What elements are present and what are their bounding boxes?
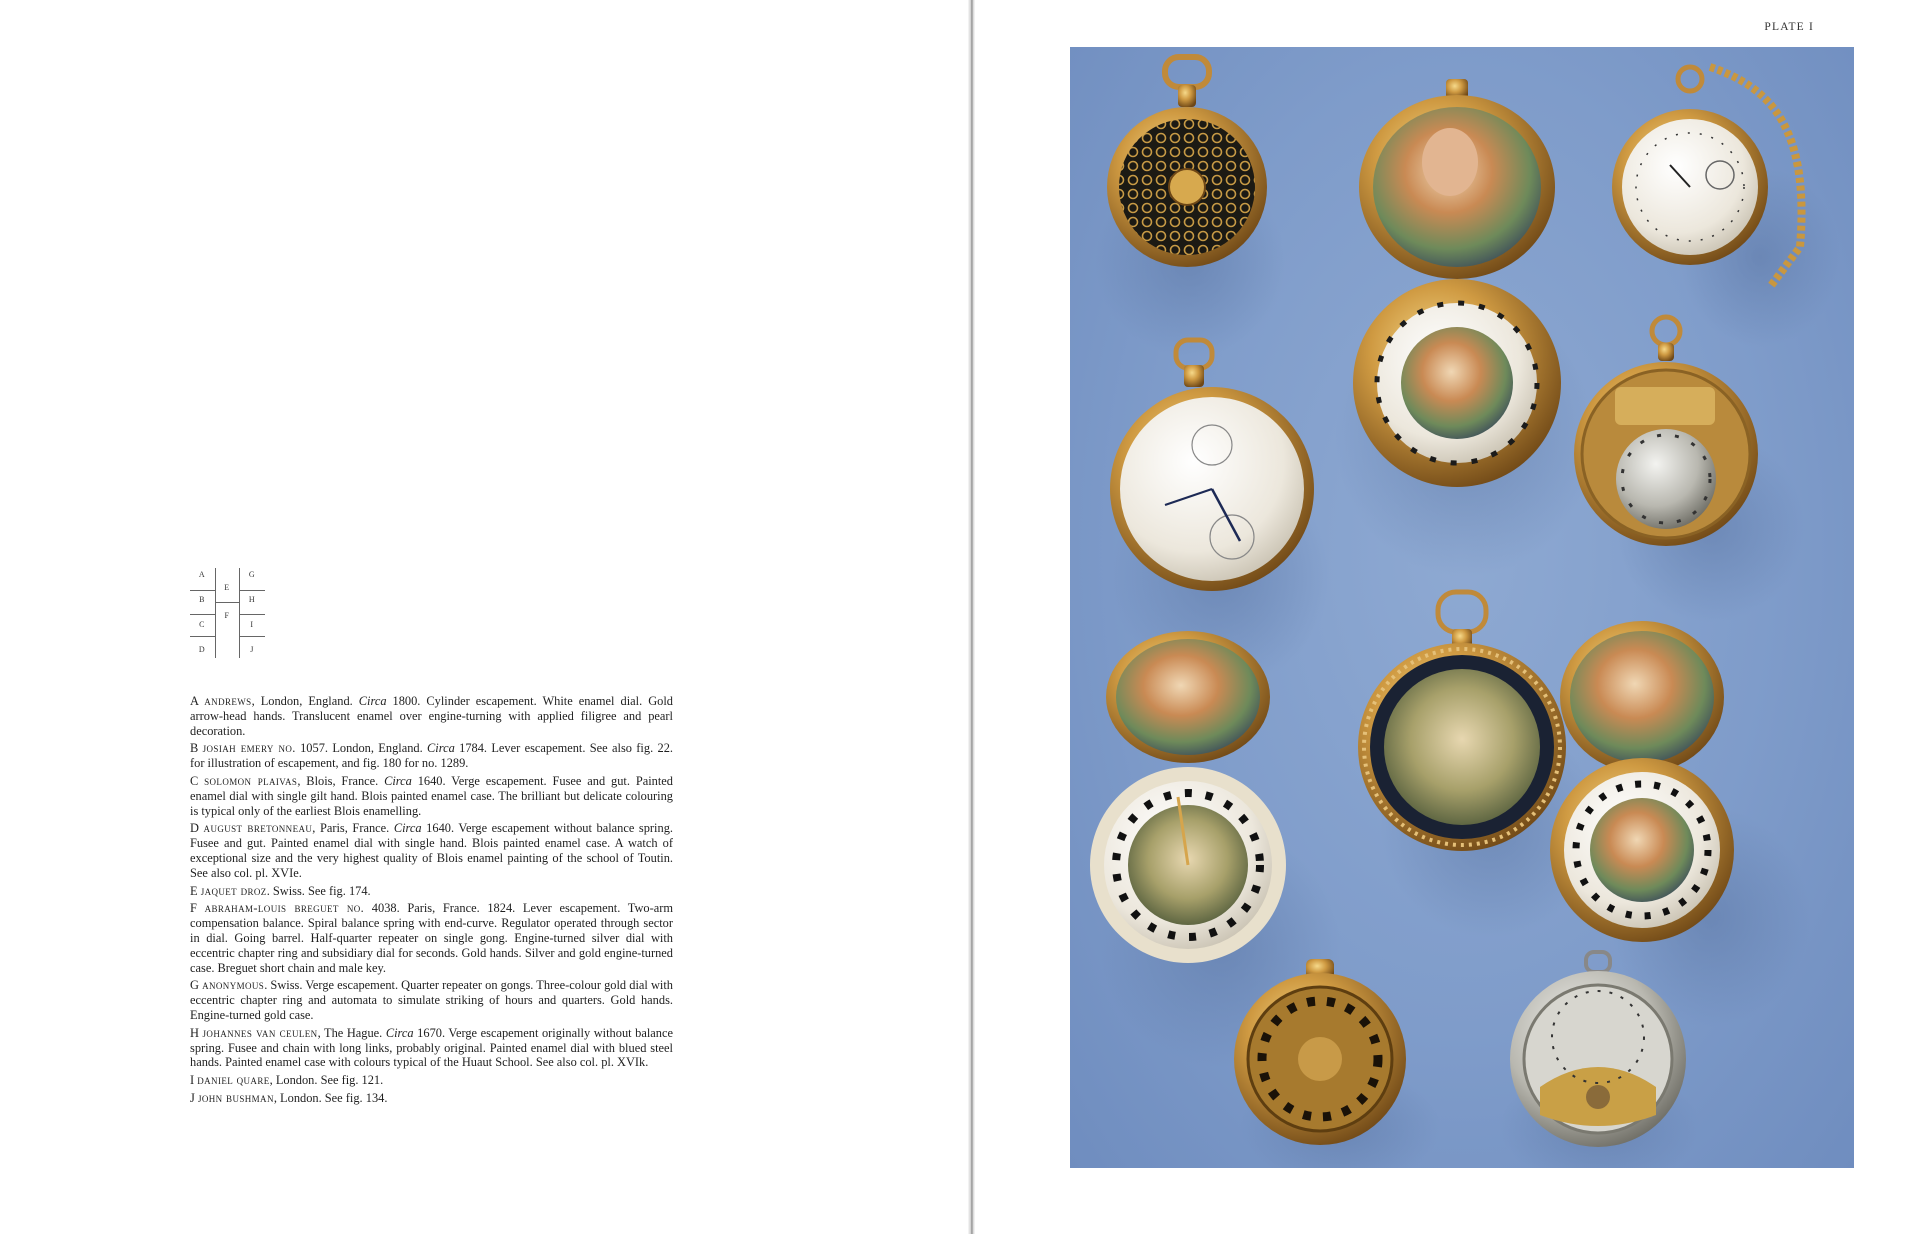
key-letter-j: J (250, 645, 254, 654)
watch-f (1550, 621, 1810, 1027)
caption-f: F abraham-louis breguet no. 4038. Paris, France. 1824. Lever escapement. Two-arm compensation balance. Spiral balance spring with end-curve. Regulator operated through sector in dial. Going barrel. Half-quarter repeater on single gong. Engine-turned silver dial with eccentric chapter ring and subsidiary dial for seconds. Gold hands. Silver and gold engine-turned case. Breguet short chain and male key. (190, 901, 674, 975)
key-letter-e: E (224, 583, 230, 592)
watch-h (1335, 79, 1595, 577)
watch-g (1612, 67, 1840, 347)
plate-label: PLATE I (1764, 21, 1814, 33)
key-letter-g: G (248, 570, 256, 579)
caption-j: J john bushman, London. See fig. 134. (190, 1090, 388, 1105)
key-letter-f: F (224, 611, 230, 620)
plate-photograph (1070, 47, 1854, 1168)
caption-d: D august bretonneau, Paris, France. Circa 1640. Verge escapement without balance spring. Fusee and gut. Painted enamel dial with single hand. Blois painted enamel case. A watch of exceptional size and the very highest quality of Blois enamel painting of the school of Toutin. See also col. pl. XVIe. (190, 821, 673, 880)
caption-c: C solomon plaivas, Blois, France. Circa 1640. Verge escapement. Fusee and gut. Painted enamel dial with single gilt hand. Blois painted enamel case. The brilliant but delicate colouring is typical only of the earliest Blois enamelling. (190, 773, 673, 818)
caption-a: A andrews, London, England. Circa 1800. Cylinder escapement. White enamel dial. Gold arrow-head hands. Translucent enamel over engine-turning with applied filigree and pearl decoration. (190, 694, 673, 738)
caption-e: E jaquet droz. Swiss. See fig. 174. (190, 883, 371, 898)
key-letter-b: B (199, 595, 205, 604)
book-gutter (968, 0, 975, 1234)
caption-b: B josiah emery no. 1057. London, England. Circa 1784. Lever escapement. See also fig. 22. for illustration of escapement, and fig. 180 for no. 1289. (190, 741, 673, 771)
watch-i (1574, 317, 1805, 622)
caption-h: H johannes van ceulen, The Hague. Circa 1670. Verge escapement originally without balance spring. Fusee and chain with long links, probably original. Painted enamel dial with blued steel hands. Painted enamel case with colours typical of the Huaut School. See also col. pl. XVIk. (190, 1025, 673, 1070)
key-letter-a: A (198, 570, 206, 579)
key-letter-i: I (250, 620, 254, 629)
plate-captions (190, 694, 673, 1109)
watch-b (1110, 340, 1330, 687)
watch-a (1095, 57, 1285, 357)
plate-key-diagram (190, 568, 266, 660)
key-letter-d: D (198, 645, 206, 654)
key-letter-c: C (199, 620, 205, 629)
key-letter-h: H (248, 595, 256, 604)
caption-g: G anonymous. Swiss. Verge escapement. Quarter repeater on gongs. Three-colour gold dial with eccentric chapter ring and automata to simulate striking of hours and quarters. Gold hands. Engine-turned gold case. (190, 978, 673, 1022)
watches-illustration (1070, 47, 1854, 1168)
caption-i: I daniel quare, London. See fig. 121. (190, 1073, 384, 1088)
